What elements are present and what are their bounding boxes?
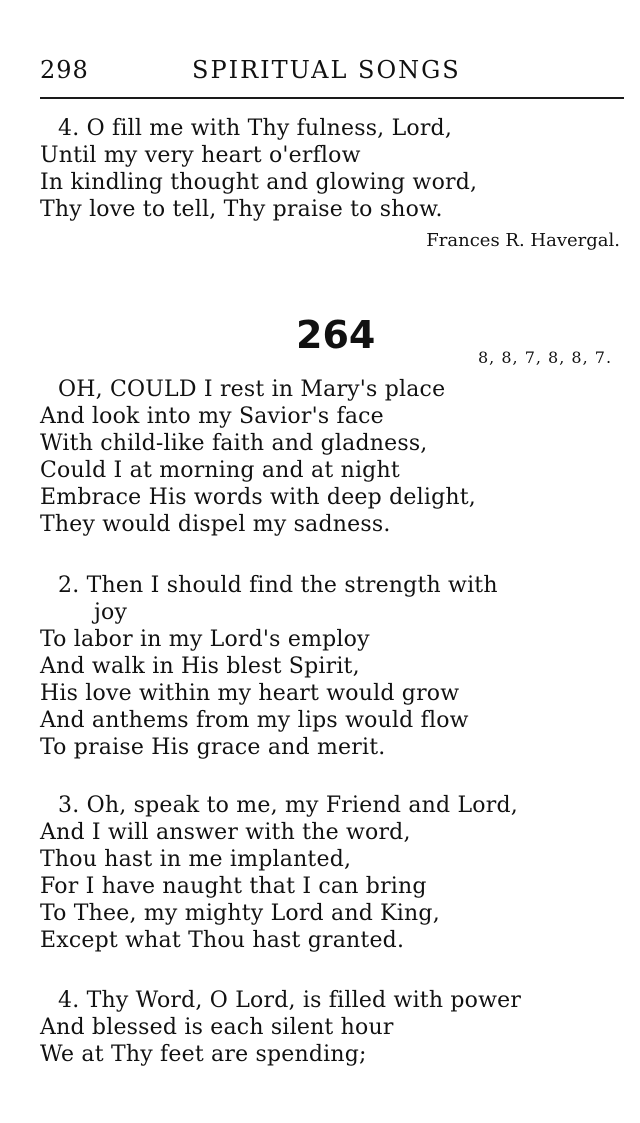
stanza-line: With child-like faith and gladness,: [40, 431, 428, 456]
stanza-line: Embrace His words with deep delight,: [40, 485, 476, 510]
stanza-line: 2. Then I should find the strength with: [58, 573, 498, 598]
hymn-number: 264: [296, 313, 376, 357]
page-number: 298: [40, 56, 89, 84]
page-header: [40, 56, 624, 92]
stanza-line: To labor in my Lord's employ: [40, 627, 370, 652]
stanza-line: We at Thy feet are spending;: [40, 1042, 367, 1067]
stanza-line: 3. Oh, speak to me, my Friend and Lord,: [58, 793, 518, 818]
stanza-line: And I will answer with the word,: [40, 820, 411, 845]
stanza-line: And blessed is each silent hour: [40, 1015, 394, 1040]
stanza-line: In kindling thought and glowing word,: [40, 170, 478, 195]
stanza-line: OH, COULD I rest in Mary's place: [58, 377, 446, 402]
stanza-line: Thou hast in me implanted,: [40, 847, 352, 872]
header-rule: [40, 97, 624, 99]
author-attribution: Frances R. Havergal.: [426, 230, 620, 251]
stanza-line: To Thee, my mighty Lord and King,: [40, 901, 440, 926]
stanza-line: They would dispel my sadness.: [40, 512, 391, 537]
stanza-line: 4. Thy Word, O Lord, is filled with power: [58, 988, 522, 1013]
stanza-line: joy: [94, 600, 128, 625]
hymn-meter: 8, 8, 7, 8, 8, 7.: [478, 348, 613, 367]
stanza-line: Could I at morning and at night: [40, 458, 400, 483]
stanza-line: And look into my Savior's face: [40, 404, 384, 429]
stanza-line: To praise His grace and merit.: [40, 735, 386, 760]
stanza-line: Except what Thou hast granted.: [40, 928, 405, 953]
stanza-line: And walk in His blest Spirit,: [40, 654, 360, 679]
stanza-line: For I have naught that I can bring: [40, 874, 427, 899]
stanza-line: And anthems from my lips would flow: [40, 708, 469, 733]
stanza-line: His love within my heart would grow: [40, 681, 460, 706]
stanza-line: Until my very heart o'erflow: [40, 143, 361, 168]
stanza-line: 4. O fill me with Thy fulness, Lord,: [58, 116, 453, 141]
stanza-line: Thy love to tell, Thy praise to show.: [40, 197, 443, 222]
running-title: SPIRITUAL SONGS: [192, 56, 461, 84]
